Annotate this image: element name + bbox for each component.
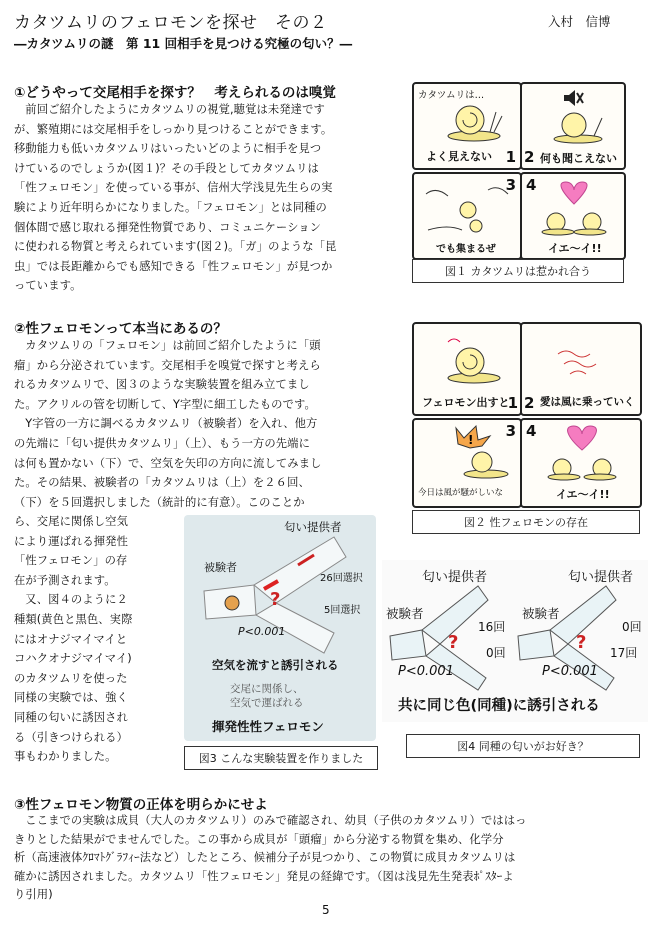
section1-line: 前回ご紹介したようにカタツムリの視覚,聴覚は未発達です bbox=[25, 103, 325, 116]
fig1-panel-4 bbox=[520, 172, 626, 260]
section1-line: っています。 bbox=[14, 279, 82, 293]
snails-gathering-icon bbox=[418, 180, 514, 238]
section2-line: 同様の実験では、強く bbox=[14, 691, 128, 705]
fig4-diagram bbox=[382, 560, 648, 722]
fig2-panel-number: 3 bbox=[505, 422, 516, 440]
fig3-count-upper: 26回選択 bbox=[320, 573, 363, 584]
section1-line: が、繁殖期には交尾相手をしっかり見つけることができます。 bbox=[14, 122, 333, 136]
fig3-footer: 揮発性性フェロモン bbox=[212, 719, 324, 734]
section2-line: のカタツムリを使った bbox=[14, 671, 128, 685]
section1-line: 「性フェロモン」を使っている事が、信州大学浅見先生らの実 bbox=[14, 181, 333, 195]
fig4-left-upper: 16回 bbox=[478, 620, 506, 634]
section2-line: 「性フェロモン」の存 bbox=[14, 554, 128, 568]
section3-heading: ③性フェロモン物質の正体を明らかにせよ bbox=[14, 797, 268, 813]
page-subtitle: ―カタツムリの謎 第 11 回相手を見つける究極の匂い？― bbox=[14, 36, 353, 51]
page-number: 5 bbox=[322, 903, 330, 917]
section2-line: カタツムリの「フェロモン」は前回ご紹介したように「頭 bbox=[25, 339, 321, 352]
fig3-photo bbox=[184, 515, 376, 741]
section1-line: 虫」では長距離からでも感知できる「性フェロモン」が見つか bbox=[14, 259, 333, 273]
svg-text:?: ? bbox=[270, 589, 281, 610]
fig3-provider-label: 匂い提供者 bbox=[284, 520, 342, 534]
fig2-panel-number: 2 bbox=[524, 394, 535, 412]
fig4-right-lower: 17回 bbox=[610, 646, 638, 660]
section1-line: に使われる物質と考えられています(図２)。「ガ」のような「昆 bbox=[14, 240, 337, 254]
fig2-caption: 図２ 性フェロモンの存在 bbox=[412, 510, 640, 534]
section2-line: 瘤」から分泌されています。交尾相手を嗅覚で探すと考えら bbox=[14, 358, 321, 372]
mute-speaker-icon bbox=[562, 88, 584, 108]
section3-line: ここまでの実験は成貝（大人のカタツムリ）のみで確認され、幼貝（子供のカタツムリ）でははっ bbox=[25, 814, 527, 827]
fig2-panel-number: 1 bbox=[507, 394, 518, 412]
section2-line: た。アクリルの管を切断して、Y字型に細工したものです。 bbox=[14, 397, 316, 411]
fig3-subject-label: 被験者 bbox=[204, 561, 237, 574]
fig4-left-lower: 0回 bbox=[486, 646, 506, 660]
fig1-panel-number: 3 bbox=[505, 176, 516, 194]
svg-text:?: ? bbox=[448, 632, 459, 653]
svg-text:!: ! bbox=[468, 433, 474, 447]
fig2-panel-3 bbox=[412, 418, 522, 508]
fig1-panel-number: 1 bbox=[505, 148, 516, 166]
fig3-pvalue: P<0.001 bbox=[238, 625, 286, 638]
fig1-panel-1 bbox=[412, 82, 522, 170]
fig3-line1: 空気を流すと誘引される bbox=[212, 658, 339, 672]
fig2-panel-number: 4 bbox=[526, 422, 537, 440]
fig1-panel-label: よく見えない bbox=[426, 150, 492, 163]
fig1-panel-2 bbox=[520, 82, 626, 170]
section2-line: の先端に「匂い提供カタツムリ」（上）、もう一方の先端に bbox=[14, 436, 310, 450]
section2-line: れるカタツムリで、図３のような実験装置を組み立てまし bbox=[14, 378, 310, 392]
section2-line: 又、図４のように２ bbox=[25, 593, 128, 607]
fig3-count-lower: 5回選択 bbox=[324, 605, 361, 616]
section3-line: り引用) bbox=[14, 888, 53, 901]
fig1-panel-label: でも集まるぜ bbox=[436, 244, 496, 255]
section2-line: コハクオナジマイマイ) bbox=[14, 652, 132, 666]
section2-line: 事もわかりました。 bbox=[14, 750, 117, 764]
section2-line: Y字管の一方に調べるカタツムリ（被験者）を入れ、他方 bbox=[25, 417, 318, 431]
fig3-line3: 空気で運ばれる bbox=[230, 697, 304, 709]
fig2-panel-label: イエ〜イ!! bbox=[556, 488, 610, 501]
section1-line: けているのでしょうか(図１)？その手段としてカタツムリは bbox=[14, 161, 319, 175]
fig4-right-pvalue: P<0.001 bbox=[542, 664, 598, 679]
section2-line: た。その結果、被験者の「カタツムリは（上）を２６回、 bbox=[14, 476, 310, 490]
fig4-left-subject: 被験者 bbox=[386, 606, 424, 621]
section2-line: 種類(黄色と黒色、実際 bbox=[14, 612, 133, 626]
fig2-panel-label: 今日は風が騒がしいな bbox=[418, 488, 504, 498]
section2-line: （下）を５回選択しました（統計的に有意）。このことか bbox=[14, 495, 305, 509]
svg-text:?: ? bbox=[576, 632, 587, 653]
section1-line: 個体間で感じ取れる揮発性物質であり、コミュニケーション bbox=[14, 220, 322, 234]
fig1-panel-label: イエ〜イ!! bbox=[548, 242, 602, 255]
snail-icon bbox=[550, 106, 606, 144]
fig1-panel-number: 2 bbox=[524, 148, 535, 166]
fig4-right-upper: 0回 bbox=[622, 620, 642, 634]
fig3-line2: 交尾に関係し、 bbox=[230, 683, 304, 695]
fig2-panel-4 bbox=[520, 418, 642, 508]
fig2-panel-1 bbox=[412, 322, 522, 416]
section2-body bbox=[14, 336, 410, 512]
fig1-caption: 図１ カタツムリは惹かれ合う bbox=[412, 259, 624, 283]
fig4-footer: 共に同じ色(同種)に誘引される bbox=[398, 698, 600, 714]
section3-line: 確かに誘因されました。カタツムリ「性フェロモン」発見の経緯です。（図は浅見先生発表ﾎﾟｽﾀｰよ bbox=[14, 869, 514, 883]
page-title: カタツムリのフェロモンを探せ その２ bbox=[14, 13, 328, 33]
section2-heading: ②性フェロモンって本当にあるの？ bbox=[14, 321, 227, 337]
fig4-left-pvalue: P<0.001 bbox=[398, 664, 454, 679]
fig2-panel-2 bbox=[520, 322, 642, 416]
snail-icon bbox=[442, 334, 504, 384]
fig4-left-provider: 匂い提供者 bbox=[422, 570, 488, 585]
author-name: 入村 信博 bbox=[548, 14, 611, 29]
fig1-panel-3 bbox=[412, 172, 522, 260]
fig3-caption: 図3 こんな実験装置を作りました bbox=[184, 746, 378, 770]
snails-in-love-icon bbox=[534, 180, 614, 238]
fig4-right-subject: 被験者 bbox=[522, 606, 560, 621]
fig4-caption: 図4 同種の匂いがお好き？ bbox=[406, 734, 640, 758]
section1-body bbox=[14, 100, 410, 296]
fig2-panel-label: 愛は風に乗っていく bbox=[540, 396, 635, 408]
section1-heading: ①どうやって交尾相手を探す？ 考えられるのは嗅覚 bbox=[14, 85, 336, 101]
wind-lines-icon bbox=[556, 348, 606, 378]
surprised-snail-icon bbox=[442, 424, 512, 480]
fig1-panel-number: 4 bbox=[526, 176, 537, 194]
fig2-panel-label: フェロモン出すと bbox=[422, 396, 510, 409]
section1-line: 験により近年明らかになりました。「フェロモン」とは同種の bbox=[14, 200, 327, 214]
section2-line: ら、交尾に関係し空気 bbox=[14, 515, 128, 528]
section3-body bbox=[14, 812, 644, 905]
section2-body-narrow bbox=[14, 512, 184, 767]
section2-line: 在が予測されます。 bbox=[14, 573, 116, 587]
section3-line: 析（高速液体ｸﾛﾏﾄｸﾞﾗﾌｨｰ法など）したところ、候補分子が見つかり、この物質に成貝カタツムリは bbox=[14, 851, 516, 864]
section2-line: にはオナジマイマイと bbox=[14, 632, 128, 646]
section2-line: 同種の匂いに誘因され bbox=[14, 710, 128, 724]
fig1-panel-top-text: カタツムリは… bbox=[418, 90, 485, 101]
section2-line: により運ばれる揮発性 bbox=[14, 534, 128, 548]
section1-line: 移動能力も低いカタツムリはいったいどのように相手を見つ bbox=[14, 142, 322, 156]
section3-line: きりとした結果がでませんでした。この事から成貝が「頭瘤」から分泌する物質を集め、化学分 bbox=[14, 832, 504, 846]
snails-in-love-icon bbox=[540, 424, 624, 482]
section2-line: る（引きつけられる） bbox=[14, 730, 128, 744]
fig1-panel-label: 何も聞こえない bbox=[540, 152, 617, 165]
fig4-right-provider: 匂い提供者 bbox=[568, 570, 634, 585]
snail-icon bbox=[444, 98, 504, 142]
section2-line: は何も置かない（下）で、空気を矢印の方向に流してみまし bbox=[14, 456, 322, 470]
